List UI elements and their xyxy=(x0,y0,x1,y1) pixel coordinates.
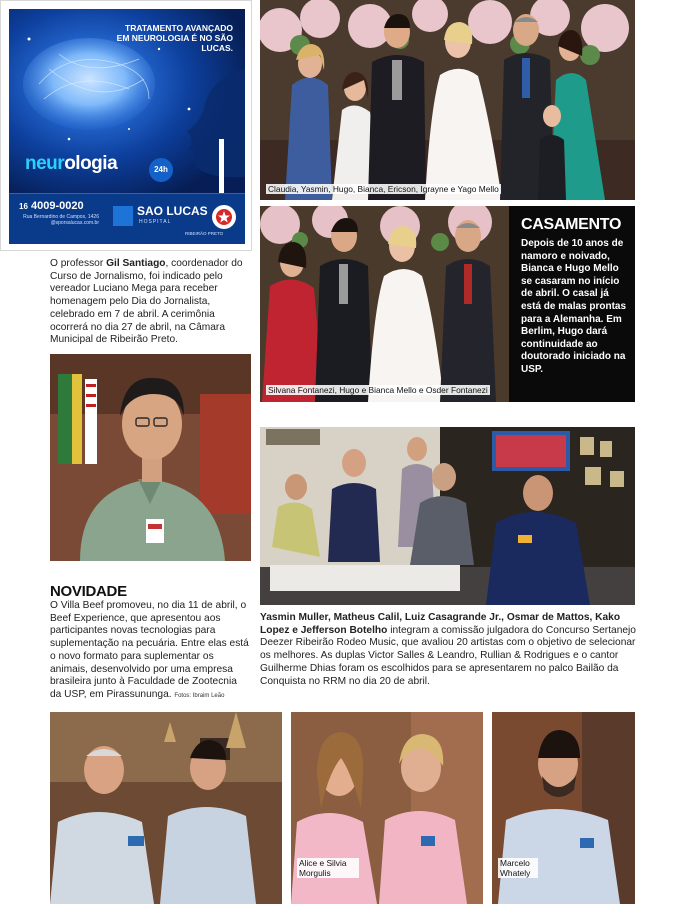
ad-headline: TRATAMENTO AVANÇADO EM NEUROLOGIA É NO SÃO LUCAS. xyxy=(116,23,233,53)
ad-phone-prefix: 16 xyxy=(19,202,28,211)
ad-brand-b: ologia xyxy=(64,153,118,174)
rodeo-text: integram a comissão julgadora do Concurso Sertanejo Deezer Ribeirão Rodeo Music, que avaliou 20 artistas com o objetivo de selecionar os melhores. As duplas Victor Salles & Leandro, Rullian & Rodrigues e o cantor Guilherme Dhias foram os escolhidos para se apresentarem no palco Bailão da Conquista no RRM no dia 20 de abril. xyxy=(260,624,636,687)
alice-silvia-caption: Alice e Silvia Morgulis xyxy=(297,858,359,878)
ad-hospital-city: RIBEIRÃO PRETO xyxy=(185,231,224,236)
rodeo-jury-photo xyxy=(260,427,635,605)
wedding-family-photo xyxy=(260,0,635,200)
gil-prefix: O professor xyxy=(50,258,104,269)
hospital-ad[interactable] xyxy=(0,0,252,251)
casamento-text: Depois de 10 anos de namoro e noivado, Bianca e Hugo Mello se casaram no início de abril. O casal já está de malas prontas para a Alemanha. Em Berlim, Hugo dará continuidade ao doutorado iniciado na USP. xyxy=(521,238,627,375)
marcelo-caption: Marcelo Whately xyxy=(498,858,538,878)
photo-credit: Fotos: Ibraim Leão xyxy=(174,692,225,699)
ad-hospital-name: SAO LUCAS xyxy=(137,204,208,218)
casamento-title: CASAMENTO xyxy=(521,216,622,233)
ad-panel[interactable] xyxy=(9,9,245,244)
ad-address: Rua Bernardino de Campos, 1426 @sporsalucas.com.br xyxy=(23,214,99,226)
novidade-text: O Villa Beef promoveu, no dia 11 de abril, o Beef Experience, que apresentou aos participantes novas tecnologias para suplementação na pecuária. Entre elas está o novo formato para suplementar os animais, desenvolvido por uma empresa brasileira junto à Faculdade de Zootecnia da USP, em Pirassununga. xyxy=(50,600,249,700)
ad-hospital-sub: HOSPITAL xyxy=(139,219,172,225)
ad-footer xyxy=(9,193,245,244)
ad-phone-number: 4009-0020 xyxy=(30,200,84,212)
villa-beef-photo-left xyxy=(50,712,282,904)
wedding-couple-photo xyxy=(260,206,509,402)
villa-beef-photo-middle xyxy=(291,712,483,904)
ad-phone[interactable] xyxy=(19,200,84,212)
gil-santiago-paragraph xyxy=(50,258,246,347)
rodeo-names: Yasmin Muller, Matheus Calil, Luiz Casagrande Jr., Osmar de Mattos, Kako Lopez e Jefferson Botelho xyxy=(260,612,621,636)
marcelo-whately-photo xyxy=(492,712,635,904)
wedding-top-caption: Claudia, Yasmin, Hugo, Bianca, Ericson, Igrayne e Yago Mello xyxy=(268,184,499,194)
ad-brand-a: neur xyxy=(25,153,65,174)
novidade-title: NOVIDADE xyxy=(50,583,127,600)
gil-santiago-photo xyxy=(50,354,251,561)
ad-brand xyxy=(25,153,117,175)
ad-24h-badge: 24h xyxy=(149,158,173,182)
hospital-cross-icon xyxy=(113,206,133,226)
novidade-paragraph xyxy=(50,600,250,703)
gil-text: , coordenador do Curso de Jornalismo, foi indicado pelo vereador Luciano Mega para receber homenagem pelo Dia do Jornalista, celebrado em 7 de abril. A cerimônia ocorrerá no dia 27 de abril, na Câmara Municipal de Ribeirão Preto. xyxy=(50,258,243,346)
casamento-box xyxy=(509,206,635,402)
wedding-mid-caption: Silvana Fontanezi, Hugo e Bianca Mello e Osder Fontanezi xyxy=(268,385,488,395)
gil-name: Gil Santiago xyxy=(106,258,166,269)
rodeo-paragraph xyxy=(260,612,638,688)
seal-icon xyxy=(211,204,237,230)
